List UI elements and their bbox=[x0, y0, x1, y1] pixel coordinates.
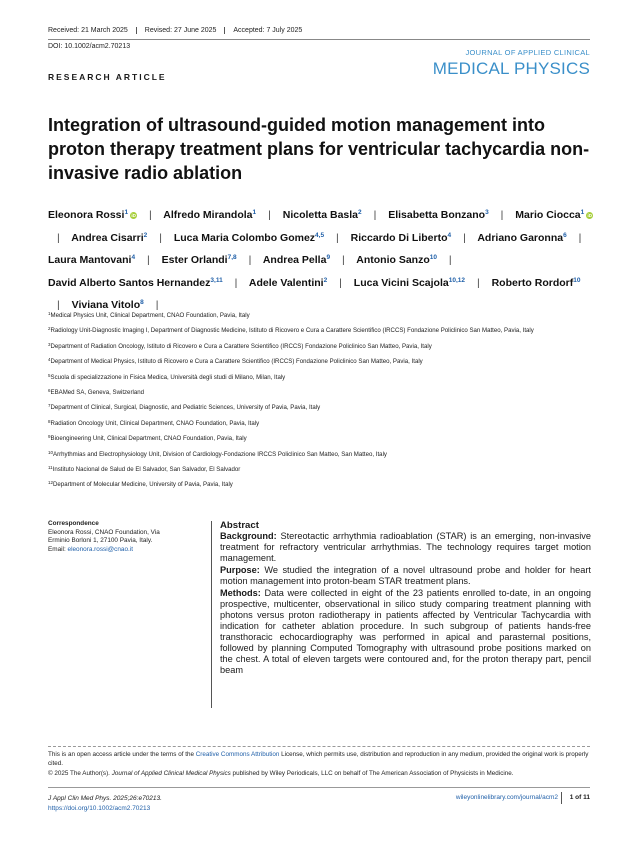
affiliation-text: Radiology Unit-Diagnostic Imaging I, Department of Diagnostic Medicine, Istituto di Ricovero e Cura a Carattere Scientifico (IRCCS) Fondazione Policlinico San Matteo, Pavia, Italy bbox=[50, 327, 534, 335]
author-name: Antonio Sanzo bbox=[356, 254, 430, 266]
journal-website-link[interactable]: wileyonlinelibrary.com/journal/acm2 bbox=[455, 794, 558, 801]
author-separator: | bbox=[149, 209, 152, 221]
orcid-icon[interactable]: iD bbox=[131, 213, 136, 218]
author-name: Ester Orlandi bbox=[161, 254, 228, 266]
affiliation-text: Department of Clinical, Surgical, Diagnostic, and Pediatric Sciences, University of Pavia, Pavia, Italy bbox=[50, 404, 321, 412]
abstract bbox=[220, 520, 591, 677]
author-separator: | bbox=[448, 254, 452, 266]
author-affiliation-ref[interactable]: 10,12 bbox=[448, 276, 466, 284]
author[interactable] bbox=[515, 209, 593, 221]
author-name: Riccardo Di Liberto bbox=[350, 231, 448, 244]
author[interactable] bbox=[388, 209, 488, 221]
author-separator: | bbox=[248, 254, 252, 266]
author-name: Elisabetta Bonzano bbox=[388, 209, 486, 221]
received-date: Received: 21 March 2025 bbox=[48, 27, 128, 34]
author-name: Andrea Pella bbox=[262, 254, 327, 266]
footer-rule bbox=[48, 787, 590, 788]
citation-block bbox=[48, 794, 162, 813]
affiliation bbox=[48, 463, 593, 474]
email-link[interactable]: eleonora.rossi@cnao.it bbox=[67, 545, 133, 553]
author[interactable] bbox=[71, 232, 147, 244]
author-affiliation-ref[interactable]: 6 bbox=[563, 231, 567, 239]
journal-logo-main: MEDICAL PHYSICS bbox=[432, 59, 590, 78]
affiliation-number: 5 bbox=[48, 372, 51, 378]
author-separator: | bbox=[57, 231, 60, 244]
citation: J Appl Clin Med Phys. 2025;26:e70213. bbox=[48, 795, 162, 802]
affiliation bbox=[48, 432, 593, 443]
author-separator: | bbox=[146, 254, 150, 266]
affiliation-number: 7 bbox=[48, 403, 51, 409]
affiliation-text: Radiation Oncology Unit, Clinical Department, CNAO Foundation, Pavia, Italy bbox=[50, 419, 260, 427]
affiliation bbox=[48, 401, 593, 412]
author-affiliation-ref[interactable]: 2 bbox=[323, 276, 328, 284]
author-affiliation-ref[interactable]: 1 bbox=[124, 209, 129, 216]
abstract-section-text: Stereotactic arrhythmia radioablation (STAR) is an emerging, non-invasive treatment for refractory ventricular arrhythmias. The technology requires target motion management. bbox=[220, 531, 591, 563]
affiliation-number: 4 bbox=[48, 357, 51, 363]
author-separator: | bbox=[155, 299, 159, 311]
affiliation-text: Instituto Nacional de Salud de El Salvador, San Salvador, El Salvador bbox=[52, 465, 241, 473]
author-affiliation-ref[interactable]: 9 bbox=[326, 254, 331, 261]
author-affiliation-ref[interactable]: 3,11 bbox=[210, 276, 223, 284]
author-separator: | bbox=[578, 231, 582, 244]
affiliation bbox=[48, 355, 593, 366]
author-affiliation-ref[interactable]: 8 bbox=[140, 299, 144, 306]
author[interactable] bbox=[477, 232, 566, 244]
copyright-journal: Journal of Applied Clinical Medical Physics bbox=[111, 769, 231, 777]
affiliation-number: 8 bbox=[48, 418, 51, 424]
correspondence-heading: Correspondence bbox=[48, 520, 99, 527]
license-text: This is an open access article under the terms of the bbox=[48, 751, 196, 758]
author-name: Luca Vicini Scajola bbox=[353, 276, 449, 289]
author-affiliation-ref[interactable]: 10 bbox=[573, 276, 581, 284]
license-text: License, which permits use, distribution and reproduction in any medium, provided the original work is properly cited. bbox=[48, 751, 589, 768]
author-name: Roberto Rordorf bbox=[491, 276, 574, 289]
author-name: Adele Valentini bbox=[248, 276, 324, 289]
author-separator: | bbox=[336, 231, 339, 244]
author-separator: | bbox=[234, 276, 238, 289]
affiliation-number: 3 bbox=[48, 341, 51, 347]
affiliation-text: Arrhythmias and Electrophysiology Unit, Division of Cardiology-Fondazione IRCCS Policlinico San Matteo, San Matteo, Italy bbox=[53, 450, 387, 458]
affiliation-number: 6 bbox=[48, 387, 51, 393]
page-separator bbox=[561, 792, 562, 804]
affiliation bbox=[48, 386, 593, 397]
author-name: Mario Ciocca bbox=[515, 209, 581, 221]
abstract-section bbox=[220, 565, 591, 587]
affiliation-number: 10 bbox=[48, 449, 54, 455]
article-title: Integration of ultrasound-guided motion management into proton therapy treatment plans for ventricular tachycardia non-invasive radio ablation bbox=[48, 115, 590, 183]
affiliation-text: Scuola di specializzazione in Fisica Medica, Università degli studi di Milano, Milan, Italy bbox=[50, 373, 286, 381]
author[interactable] bbox=[48, 277, 223, 289]
author[interactable] bbox=[356, 254, 437, 266]
author-affiliation-ref[interactable]: 1 bbox=[580, 209, 585, 216]
author-affiliation-ref[interactable]: 2 bbox=[358, 209, 362, 216]
author-affiliation-ref[interactable]: 2 bbox=[143, 231, 148, 239]
author-separator: | bbox=[500, 209, 504, 221]
affiliation bbox=[48, 371, 593, 382]
author-separator: | bbox=[57, 299, 60, 311]
author-affiliation-ref[interactable]: 10 bbox=[429, 254, 437, 261]
correspondence bbox=[48, 520, 198, 554]
author-separator: | bbox=[373, 209, 377, 221]
author[interactable] bbox=[48, 209, 137, 221]
email-label: Email: bbox=[48, 545, 68, 553]
author-affiliation-ref[interactable]: 3 bbox=[485, 209, 489, 216]
column-divider bbox=[211, 521, 212, 708]
author[interactable] bbox=[354, 277, 465, 289]
author[interactable] bbox=[492, 277, 581, 289]
author[interactable] bbox=[162, 254, 237, 266]
article-type: RESEARCH ARTICLE bbox=[48, 72, 167, 82]
author-name: Viviana Vitolo bbox=[71, 299, 141, 311]
affiliation-text: Department of Medical Physics, Istituto di Ricovero e Cura a Carattere Scientifico (IRCCS) Fondazione Policlinico San Matteo, Pavia, Italy bbox=[50, 358, 423, 366]
abstract-section-text: Data were collected in eight of the 23 patients enrolled to-date, in an ongoing prospective, multicenter, observational in silico study comparing treatment planning with photons versus proton radiotherapy in patients affected by Ventricular Tachycardia with indication for catheter ablation procedure. In such subgroup of patients hands-free transthoracic echocardiography was performed in apical and parasternal positions, followed by planning Computed Tomography with ultrasound probe positions marked on the chest. A total of eleven targets were contoured and, for the proton therapy part, pencil beam bbox=[220, 588, 591, 675]
author-separator: | bbox=[339, 276, 342, 289]
author-name: Laura Mantovani bbox=[48, 254, 132, 266]
author-separator: | bbox=[476, 276, 480, 289]
abstract-section bbox=[220, 531, 591, 564]
correspondence-line: Eleonora Rossi, CNAO Foundation, Via bbox=[48, 528, 160, 536]
author-list bbox=[48, 203, 600, 316]
author-separator: | bbox=[268, 209, 271, 221]
author-name: Adriano Garonna bbox=[477, 231, 564, 244]
author[interactable] bbox=[48, 254, 135, 266]
author-affiliation-ref[interactable]: 1 bbox=[252, 209, 257, 216]
affiliation bbox=[48, 448, 593, 459]
abstract-section-text: We studied the integration of a novel ultrasound probe and holder for heart motion management into proton-beam STAR treatment plans. bbox=[220, 565, 591, 586]
author-affiliation-ref[interactable]: 4,5 bbox=[315, 231, 325, 239]
affiliation-number: 1 bbox=[48, 311, 51, 316]
author-name: David Alberto Santos Hernandez bbox=[48, 276, 211, 289]
author-affiliation-ref[interactable]: 4 bbox=[447, 231, 452, 239]
copyright-text: published by Wiley Periodicals, LLC on behalf of The American Association of Physicists in Medicine. bbox=[230, 769, 514, 777]
article-dates bbox=[48, 27, 310, 34]
affiliation-text: Department of Radiation Oncology, Istituto di Ricovero e Cura a Carattere Scientifico (IRCCS) Fondazione Policlinico San Matteo, Pavia, Italy bbox=[50, 342, 432, 350]
journal-logo-top: JOURNAL OF APPLIED CLINICAL bbox=[465, 48, 590, 57]
author-separator: | bbox=[342, 254, 345, 266]
abstract-section-label: Methods: bbox=[220, 588, 261, 598]
author-name: Nicoletta Basla bbox=[282, 209, 359, 221]
license-link[interactable]: Creative Commons Attribution bbox=[195, 751, 280, 758]
author-affiliation-ref[interactable]: 4 bbox=[131, 254, 136, 261]
author-name: Luca Maria Colombo Gomez bbox=[173, 231, 316, 244]
abstract-section bbox=[220, 588, 591, 676]
affiliation bbox=[48, 324, 593, 335]
affiliation bbox=[48, 417, 593, 428]
revised-date: Revised: 27 June 2025 bbox=[136, 27, 225, 34]
doi-link[interactable]: https://doi.org/10.1002/acm2.70213 bbox=[48, 804, 151, 812]
affiliation-number: 11 bbox=[48, 464, 53, 470]
author-separator: | bbox=[159, 231, 162, 244]
affiliation bbox=[48, 309, 593, 320]
page-number: 1 of 11 bbox=[569, 794, 590, 801]
abstract-heading: Abstract bbox=[220, 520, 259, 531]
affiliation-text: Bioengineering Unit, Clinical Department, CNAO Foundation, Pavia, Italy bbox=[50, 435, 247, 443]
abstract-section-label: Purpose: bbox=[220, 565, 260, 575]
author-affiliation-ref[interactable]: 7,8 bbox=[227, 254, 237, 261]
affiliation-text: EBAMed SA, Geneva, Switzerland bbox=[50, 388, 144, 396]
copyright-text: © 2025 The Author(s). bbox=[48, 769, 112, 777]
accepted-date: Accepted: 7 July 2025 bbox=[224, 27, 310, 34]
doi: DOI: 10.1002/acm2.70213 bbox=[48, 43, 131, 50]
header-divider bbox=[48, 39, 590, 40]
affiliation-number: 12 bbox=[48, 480, 54, 486]
footer-divider bbox=[48, 746, 590, 747]
author[interactable] bbox=[249, 277, 327, 289]
author[interactable] bbox=[351, 232, 451, 244]
affiliation-text: Medical Physics Unit, Clinical Department, CNAO Foundation, Pavia, Italy bbox=[50, 312, 250, 319]
affiliation bbox=[48, 478, 593, 489]
orcid-icon[interactable]: iD bbox=[587, 213, 593, 218]
author[interactable] bbox=[174, 232, 324, 244]
affiliation-text: Department of Molecular Medicine, University of Pavia, Pavia, Italy bbox=[53, 481, 233, 489]
author[interactable] bbox=[263, 254, 330, 266]
author[interactable] bbox=[283, 209, 362, 221]
affiliation-number: 9 bbox=[48, 434, 51, 440]
affiliation-number: 2 bbox=[48, 326, 51, 332]
correspondence-line: Erminio Borloni 1, 27100 Pavia, Italy. bbox=[48, 537, 153, 545]
affiliation bbox=[48, 340, 593, 351]
author-separator: | bbox=[463, 231, 466, 244]
author-name: Alfredo Mirandola bbox=[163, 209, 253, 221]
license-notice bbox=[48, 750, 593, 778]
abstract-section-label: Background: bbox=[220, 531, 277, 541]
author-name: Andrea Cisarri bbox=[71, 231, 144, 244]
author-name: Eleonora Rossi bbox=[48, 209, 125, 221]
author[interactable] bbox=[163, 209, 256, 221]
affiliation-list bbox=[48, 309, 593, 494]
